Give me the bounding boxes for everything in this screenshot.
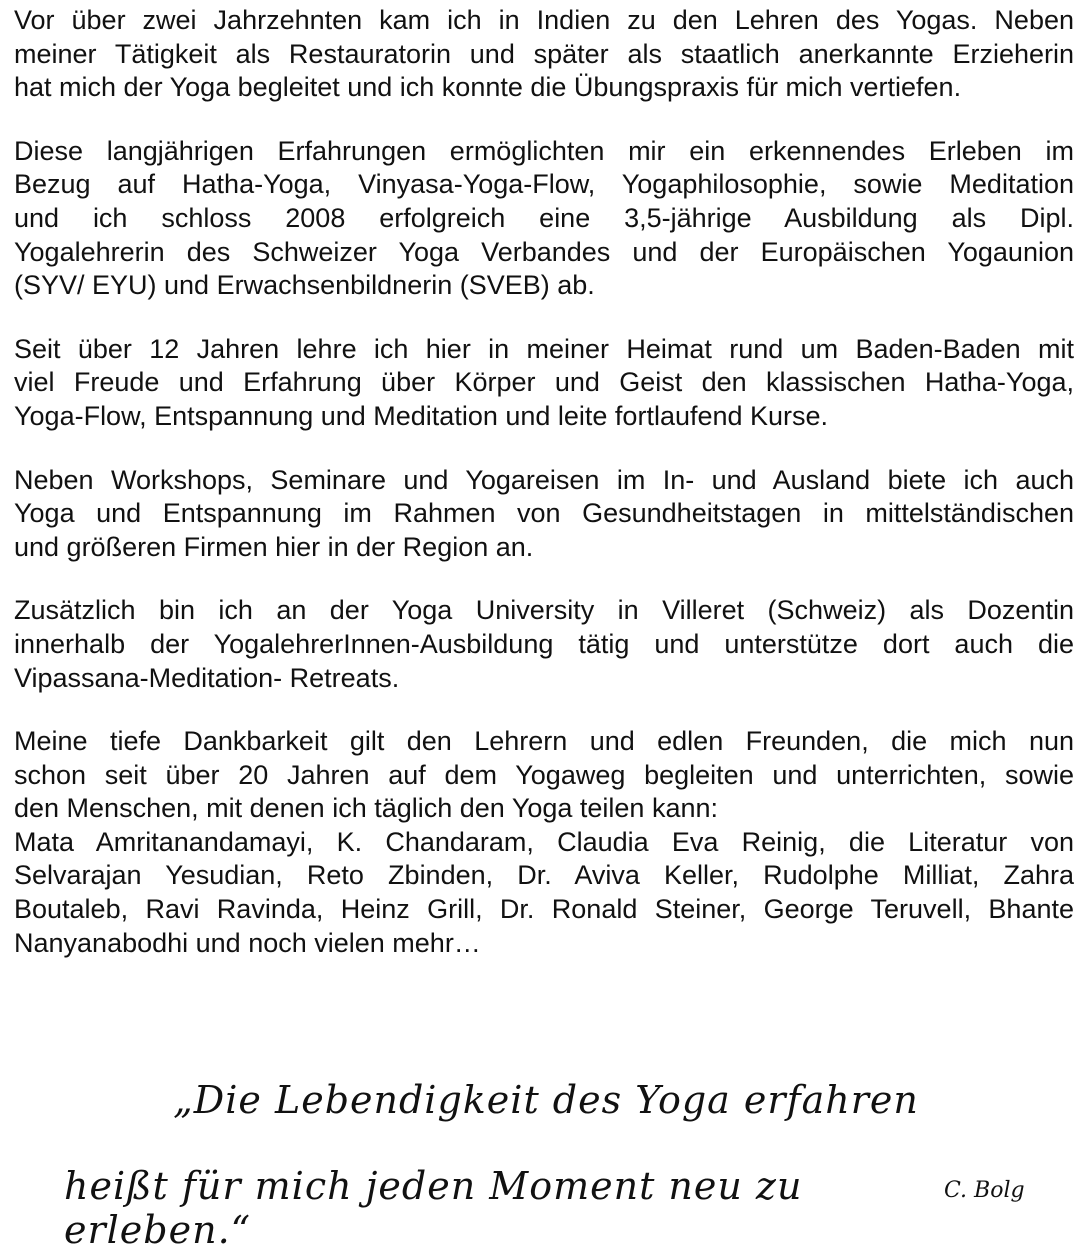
text-line: hat mich der Yoga begleitet und ich konnte die Übungspraxis für mich vertiefen. — [14, 72, 962, 103]
text-line: Yogalehrerin des Schweizer Yoga Verbandes und der Europäischen Yogaunion — [14, 236, 1074, 267]
text-line: Vipassana-Meditation- Retreats. — [14, 662, 400, 693]
text-line: Zusätzlich bin ich an der Yoga University in Villeret (Schweiz) als Dozentin — [14, 595, 1074, 626]
text-line: Yoga und Entspannung im Rahmen von Gesundheitstagen in mittelständischen — [14, 498, 1074, 529]
text-line: innerhalb der YogalehrerInnen-Ausbildung tätig und unterstütze dort auch die — [14, 628, 1074, 659]
paragraph-workshops — [14, 464, 1074, 565]
paragraph-training — [14, 135, 1074, 303]
text-line: den Menschen, mit denen ich täglich den Yoga teilen kann: — [14, 793, 719, 824]
quote-line-1: „Die Lebendigkeit des Yoga erfahren — [173, 1078, 919, 1122]
paragraph-teaching — [14, 333, 1074, 434]
text-line: schon seit über 20 Jahren auf dem Yogaweg begleiten und unterrichten, sowie — [14, 759, 1074, 790]
text-line: (SYV/ EYU) und Erwachsenbildnerin (SVEB) ab. — [14, 270, 595, 301]
text-line: und größeren Firmen hier in der Region an. — [14, 531, 534, 562]
paragraph-intro — [14, 4, 1074, 105]
text-line: Selvarajan Yesudian, Reto Zbinden, Dr. Aviva Keller, Rudolphe Milliat, Zahra — [14, 860, 1074, 891]
text-line: viel Freude und Erfahrung über Körper und Geist den klassischen Hatha-Yoga, — [14, 367, 1074, 398]
text-line: Neben Workshops, Seminare und Yogareisen im In- und Ausland biete ich auch — [14, 464, 1074, 495]
text-line: Vor über zwei Jahrzehnten kam ich in Indien zu den Lehren des Yogas. Neben — [14, 5, 1074, 35]
text-line: und ich schloss 2008 erfolgreich eine 3,5-jährige Ausbildung als Dipl. — [14, 202, 1074, 233]
text-line: meiner Tätigkeit als Restauratorin und später als staatlich anerkannte Erzieherin — [14, 38, 1074, 69]
text-line: Diese langjährigen Erfahrungen ermöglichten mir ein erkennendes Erleben im — [14, 135, 1074, 166]
text-line: Boutaleb, Ravi Ravinda, Heinz Grill, Dr. Ronald Steiner, George Teruvell, Bhante — [14, 894, 1074, 925]
text-line: Mata Amritanandamayi, K. Chandaram, Claudia Eva Reinig, die Literatur von — [14, 826, 1074, 857]
text-line: Meine tiefe Dankbarkeit gilt den Lehrern und edlen Freunden, die mich nun — [14, 726, 1074, 757]
text-line: Yoga-Flow, Entspannung und Meditation und leite fortlaufend Kurse. — [14, 400, 829, 431]
text-line: Nanyanabodhi und noch vielen mehr… — [14, 927, 481, 958]
quote-line-2: heißt für mich jeden Moment neu zu erleben.“ — [64, 1164, 803, 1252]
biography-text — [14, 4, 1074, 990]
paragraph-university — [14, 594, 1074, 695]
paragraph-gratitude — [14, 725, 1074, 960]
text-line: Seit über 12 Jahren lehre ich hier in meiner Heimat rund um Baden-Baden mit — [14, 333, 1074, 364]
quote-author: C. Bolg — [944, 1178, 1025, 1203]
text-line: Bezug auf Hatha-Yoga, Vinyasa-Yoga-Flow, Yogaphilosophie, sowie Meditation — [14, 169, 1074, 200]
